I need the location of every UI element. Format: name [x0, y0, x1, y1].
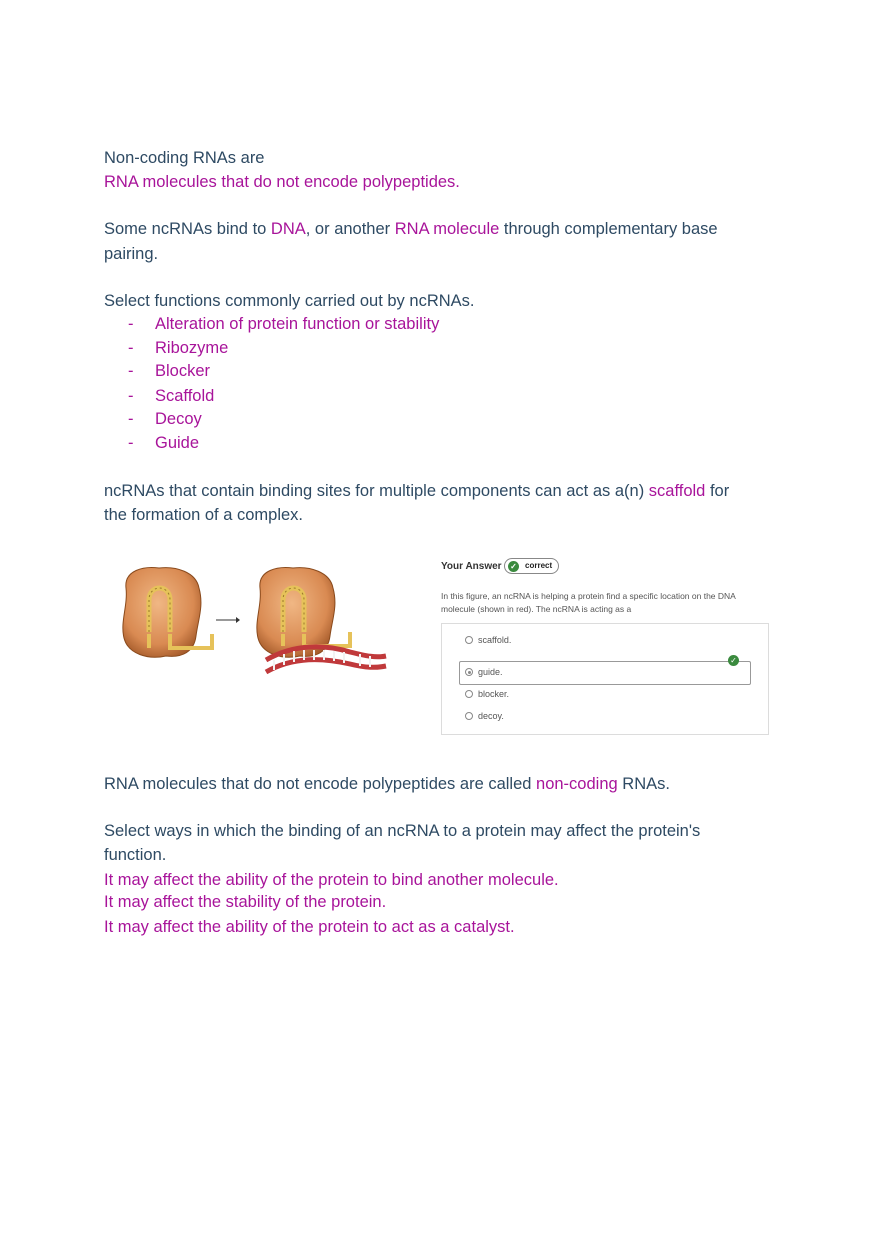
q6-line2: function. — [104, 846, 167, 864]
radio-icon[interactable] — [465, 636, 473, 644]
function-item-label: Guide — [155, 434, 200, 452]
function-item — [128, 336, 228, 360]
function-item-label: Scaffold — [155, 387, 215, 405]
q4-line1 — [104, 479, 729, 503]
quiz-prompt-line2: molecule (shown in red). The ncRNA is acting as a — [441, 604, 632, 614]
check-icon: ✓ — [508, 561, 519, 572]
option-blocker[interactable] — [465, 688, 509, 700]
function-item — [128, 407, 202, 431]
q1-prompt: Non-coding RNAs are — [104, 149, 265, 167]
function-item — [128, 359, 210, 383]
option-label: blocker. — [478, 689, 510, 699]
quiz-prompt-line1: In this figure, an ncRNA is helping a protein find a specific location on the DNA — [441, 591, 736, 601]
function-item — [128, 312, 439, 336]
selected-option-box — [459, 661, 751, 685]
correct-badge — [504, 558, 559, 574]
bullet-dash: - — [128, 362, 134, 380]
q4-text-b: for — [705, 482, 730, 500]
q4-line2: the formation of a complex. — [104, 506, 304, 524]
bullet-dash: - — [128, 434, 134, 452]
figure-region — [104, 548, 784, 748]
q5-text-b: RNAs. — [617, 775, 670, 793]
q1-answer: RNA molecules that do not encode polypeptides. — [104, 173, 460, 191]
q2-answer-dna: DNA — [270, 220, 306, 238]
q2-text-a: Some ncRNAs bind to — [104, 220, 271, 238]
function-item-label: Ribozyme — [155, 339, 229, 357]
option-label: guide. — [478, 667, 503, 677]
radio-selected-icon[interactable] — [465, 668, 473, 676]
radio-icon[interactable] — [465, 690, 473, 698]
option-label: decoy. — [478, 711, 504, 721]
q5-answer: non-coding — [536, 775, 618, 793]
q6-answer: It may affect the ability of the protein to bind another molecule. — [104, 871, 559, 889]
q5-line — [104, 772, 670, 796]
option-guide[interactable] — [465, 666, 503, 678]
function-item-label: Blocker — [155, 362, 211, 380]
bullet-dash: - — [128, 387, 134, 405]
q6-answer: It may affect the stability of the protein. — [104, 893, 387, 911]
quiz-prompt — [441, 590, 771, 616]
q6-line1: Select ways in which the binding of an ncRNA to a protein may affect the protein's — [104, 822, 701, 840]
your-answer-heading: Your Answer — [441, 561, 502, 572]
radio-icon[interactable] — [465, 712, 473, 720]
q5-text-a: RNA molecules that do not encode polypeptides are called — [104, 775, 537, 793]
q2-answer-rna: RNA molecule — [394, 220, 500, 238]
q4-answer: scaffold — [648, 482, 706, 500]
q2-line2: pairing. — [104, 245, 159, 263]
q2-text-c: through complementary base — [499, 220, 718, 238]
option-scaffold[interactable] — [465, 634, 511, 646]
option-label: scaffold. — [478, 635, 512, 645]
q2-text-b: , or another — [305, 220, 395, 238]
function-item — [128, 384, 214, 408]
quiz-answer-panel — [440, 554, 770, 744]
q3-prompt: Select functions commonly carried out by ncRNAs. — [104, 292, 475, 310]
bullet-dash: - — [128, 315, 134, 333]
function-item-label: Decoy — [155, 410, 202, 428]
q2-line1 — [104, 217, 718, 241]
option-decoy[interactable] — [465, 710, 504, 722]
quiz-options — [441, 623, 769, 735]
correct-badge-label: correct — [525, 561, 553, 570]
function-item — [128, 431, 199, 455]
function-item-label: Alteration of protein function or stability — [155, 315, 440, 333]
bullet-dash: - — [128, 339, 134, 357]
selected-check-icon: ✓ — [728, 655, 739, 666]
q6-answer: It may affect the ability of the protein to act as a catalyst. — [104, 918, 515, 936]
bullet-dash: - — [128, 410, 134, 428]
q4-text-a: ncRNAs that contain binding sites for multiple components can act as a(n) — [104, 482, 649, 500]
ncrna-guide-diagram — [104, 548, 404, 738]
